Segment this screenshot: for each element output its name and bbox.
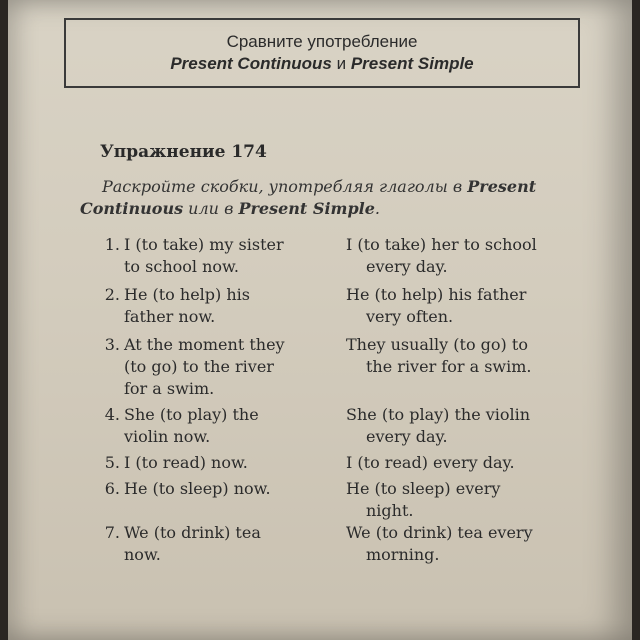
item-left-line: He (to help) his: [124, 285, 250, 304]
item-right-line: She (to play) the violin: [346, 405, 531, 424]
item-left-line: I (to take) my sister: [124, 235, 284, 254]
header-term-continuous: Present Continuous: [170, 54, 332, 73]
item-right-text: [346, 404, 586, 448]
item-right-line: I (to take) her to school: [346, 235, 537, 254]
instruction-term-continuous: Present Continuous: [80, 177, 537, 218]
instruction-end: .: [374, 199, 380, 218]
item-right-text: [346, 522, 586, 566]
item-left-line: At the moment they: [124, 335, 285, 354]
header-conjunction: и: [331, 54, 351, 73]
item-left-line: I (to read) now.: [124, 453, 248, 472]
item-right-text: [346, 234, 586, 278]
item-right-text: [346, 284, 586, 328]
instruction-term-simple: Present Simple: [238, 199, 375, 218]
item-left-text: [124, 478, 350, 500]
item-number: 7.: [104, 523, 120, 542]
item-right-text: [346, 452, 586, 474]
item-left-line: to school now.: [124, 257, 239, 276]
item-right-line: the river for a swim.: [366, 357, 532, 376]
item-right-line: They usually (to go) to: [346, 335, 528, 354]
item-left-line: She (to play) the: [124, 405, 259, 424]
item-right-line: morning.: [366, 545, 440, 564]
item-right-line: He (to help) his father: [346, 285, 527, 304]
exercise-title: Упражнение 174: [100, 142, 267, 162]
header-line-1: Сравните употребление: [226, 32, 418, 51]
item-right-text: [346, 334, 586, 378]
item-left-text: [124, 234, 350, 278]
instruction-text: Раскройте скобки, употребляя глаголы в: [102, 177, 468, 196]
item-left-line: for a swim.: [124, 379, 215, 398]
book-page: [8, 0, 632, 640]
item-left-text: [124, 284, 350, 328]
item-left-text: [124, 522, 350, 566]
item-number: 5.: [104, 453, 120, 472]
header-term-simple: Present Simple: [350, 54, 474, 73]
item-right-line: every day.: [366, 427, 448, 446]
item-left-line: violin now.: [124, 427, 211, 446]
item-number: 3.: [104, 335, 120, 354]
item-left-line: (to go) to the river: [124, 357, 274, 376]
item-left-text: [124, 452, 350, 474]
item-left-line: now.: [124, 545, 161, 564]
item-right-line: night.: [366, 501, 414, 520]
item-right-line: I (to read) every day.: [346, 453, 515, 472]
exercise-instruction: [80, 176, 580, 220]
item-right-text: [346, 478, 586, 522]
item-number: 6.: [104, 479, 120, 498]
item-number: 1.: [104, 235, 120, 254]
item-right-line: every day.: [366, 257, 448, 276]
item-right-line: He (to sleep) every: [346, 479, 501, 498]
item-number: 4.: [104, 405, 120, 424]
item-right-line: We (to drink) tea every: [346, 523, 533, 542]
item-left-text: [124, 334, 350, 400]
instruction-or: или в: [183, 199, 239, 218]
item-left-line: He (to sleep) now.: [124, 479, 271, 498]
item-left-line: We (to drink) tea: [124, 523, 261, 542]
item-number: 2.: [104, 285, 120, 304]
item-right-line: very often.: [366, 307, 454, 326]
header-line-2: [66, 54, 578, 74]
item-left-line: father now.: [124, 307, 216, 326]
comparison-header-box: [64, 18, 580, 88]
item-left-text: [124, 404, 350, 448]
